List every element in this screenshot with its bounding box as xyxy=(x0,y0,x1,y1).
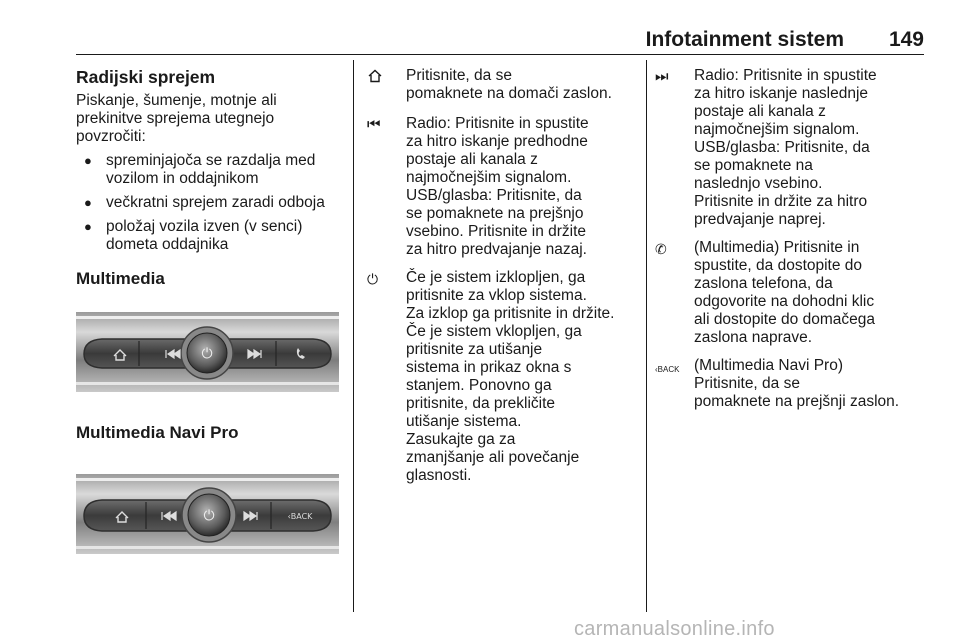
list-item: ● večkratni sprejem zaradi odboja xyxy=(76,194,346,212)
back-button-description: ‹BACK (Multimedia Navi Pro) Pritisnite, da se pomaknete na prejšnji zaslon. xyxy=(655,357,900,410)
watermark: carmanualsonline.info xyxy=(574,618,775,640)
power-icon: ⏻ xyxy=(203,508,215,524)
heading-radio-reception: Radijski sprejem xyxy=(76,67,216,87)
list-item: ● spreminjajoča se razdalja med vozilom in oddajnikom xyxy=(76,152,346,188)
column-1 xyxy=(76,66,346,254)
power-button-description: ⏻ Če je sistem izklopljen, ga pritisnite za vklop sistema. Za izklop ga pritisnite in držite. Če je sistem vklopljen, ga pritisnite za utišanje sistema in prikaz okna s stanjem. Ponovno ga pritisnite, da prekličite utišanje sistema. Zasukajte ga za zmanjšanje ali povečanje glasnosti. xyxy=(367,269,615,484)
cause-list xyxy=(76,152,346,254)
skip-next-icon: ⏭ xyxy=(655,68,669,85)
list-item: ● položaj vozila izven (v senci) dometa oddajnika xyxy=(76,218,346,254)
header-rule xyxy=(76,54,924,55)
previous-button-description: ⏮ Radio: Pritisnite in spustite za hitro iskanje predhodne postaje ali kanala z najmočnejšim signalom. USB/glasba: Pritisnite, da se pomaknete na prejšnjo vsebino. Pritisnite in držite za hitro predvajanje nazaj. xyxy=(367,115,589,258)
back-icon: ‹BACK xyxy=(287,512,313,521)
column-2 xyxy=(367,67,642,485)
home-button-description: Pritisnite, da se pomaknete na domači zaslon. xyxy=(367,67,642,103)
home-icon xyxy=(367,68,397,88)
power-icon: ⏻ xyxy=(201,346,213,362)
page-number: 149 xyxy=(888,28,924,51)
back-icon: ‹BACK xyxy=(655,365,680,374)
intro-text: Piskanje, šumenje, motnje ali prekinitve sprejema utegnejo povzročiti: xyxy=(76,92,277,145)
phone-icon: ✆ xyxy=(655,241,667,257)
next-button-description: ⏭ Radio: Pritisnite in spustite za hitro iskanje naslednje postaje ali kanala z najmočnejšim signalom. USB/glasba: Pritisnite, da se pomaknete na naslednjo vsebino. Pritisnite in držite za hitro predvajanje naprej. xyxy=(655,67,877,228)
skip-previous-icon: ⏮ xyxy=(367,116,381,133)
page-header-title: Infotainment sistem xyxy=(645,28,844,51)
column-divider-right xyxy=(646,60,647,612)
phone-button-description: ✆ (Multimedia) Pritisnite in spustite, da dostopite do zaslona telefona, da odgovorite na dohodni klic ali dostopite do domačega zaslona naprave. xyxy=(655,239,875,346)
multimedia-control-panel-image xyxy=(76,312,339,392)
power-icon: ⏻ xyxy=(367,271,379,287)
column-3 xyxy=(655,67,935,411)
heading-multimedia-navi-pro: Multimedia Navi Pro xyxy=(76,423,239,442)
column-divider-left xyxy=(353,60,354,612)
multimedia-navi-pro-control-panel-image xyxy=(76,474,339,554)
heading-multimedia: Multimedia xyxy=(76,269,165,288)
